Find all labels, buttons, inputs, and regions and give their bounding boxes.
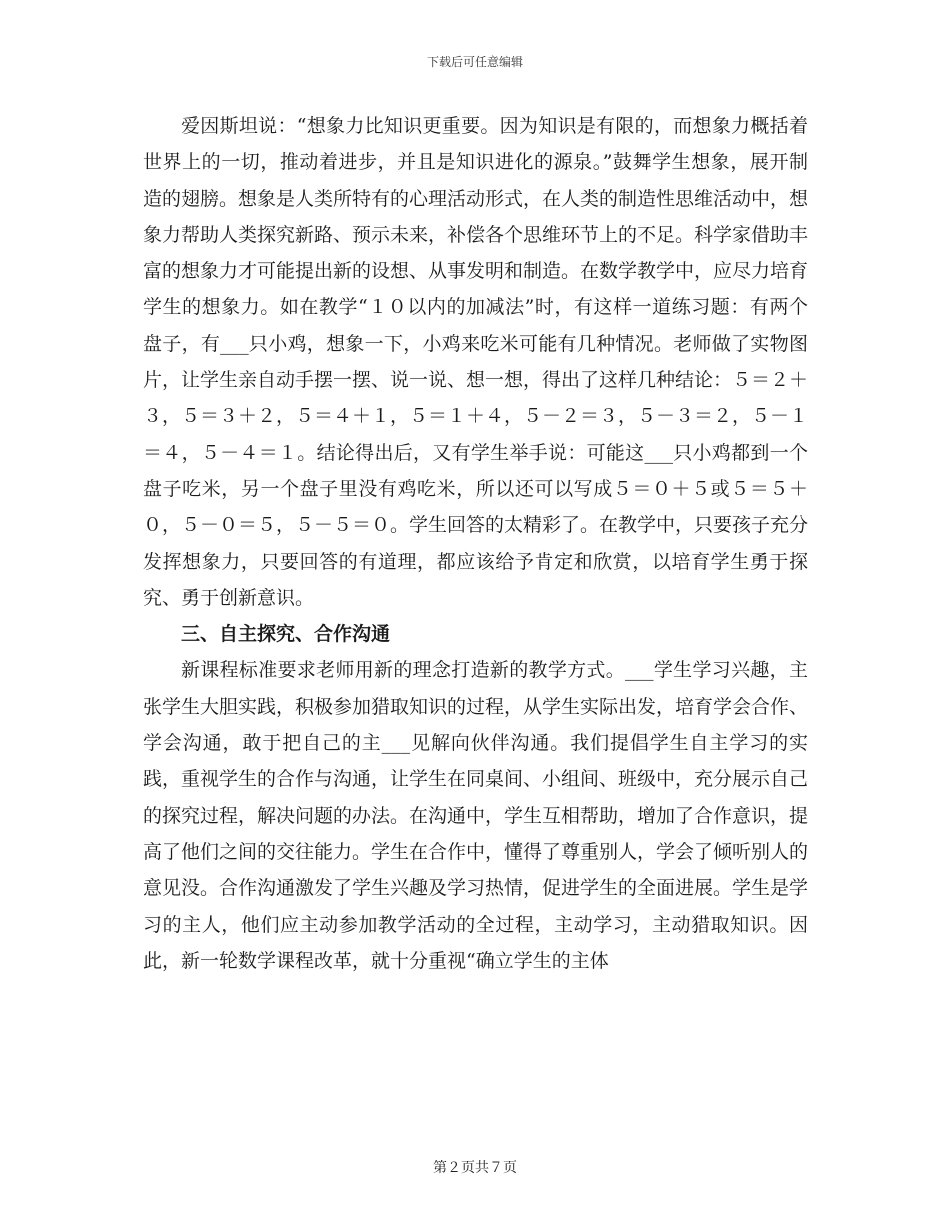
page-header-note: 下载后可任意编辑 <box>426 55 523 69</box>
page-number: 第２页共７页 <box>433 1160 517 1176</box>
document-body <box>143 108 808 979</box>
paragraph-cooperation: 新课程标准要求老师用新的理念打造新的教学方式。___学生学习兴趣，主张学生大胆实践，积极参加猎取知识的过程，从学生实际出发，培育学会合作、学会沟通，敢于把自己的主___见解向伙伴沟通。我们提倡学生自主学习的实践，重视学生的合作与沟通，让学生在同桌间、小组间、班级中，充分展示自己的探究过程，解决问题的办法。在沟通中，学生互相帮助，增加了合作意识，提高了他们之间的交往能力。学生在合作中，懂得了尊重别人，学会了倾听别人的意见没。合作沟通激发了学生兴趣及学习热情，促进学生的全面进展。学生是学习的主人，他们应主动参加教学活动的全过程，主动学习，主动猎取知识。因此，新一轮数学课程改革，就十分重视“确立学生的主体 <box>143 659 809 972</box>
section-heading: 三、自主探究、合作沟通 <box>181 623 391 646</box>
paragraph-imagination: 爱因斯坦说：“想象力比知识更重要。因为知识是有限的，而想象力概括着世界上的一切，推动着进步，并且是知识进化的源泉。”鼓舞学生想象，展开制造的翅膀。想象是人类所特有的心理活动形式，在人类的制造性思维活动中，想象力帮助人类探究新路、预示未来，补偿各个思维环节上的不足。科学家借助丰富的想象力才可能提出新的设想、从事发明和制造。在数学教学中，应尽力培育学生的想象力。如在教学“１０以内的加减法”时，有这样一道练习题：有两个盘子，有___只小鸡，想象一下，小鸡来吃米可能有几种情况。老师做了实物图片，让学生亲自动手摆一摆、说一说、想一想，得出了这样几种结论：５＝２＋３，５＝３＋２，５＝４＋１，５＝１＋４，５－２＝３，５－３＝２，５－１＝４，５－４＝１。结论得出后，又有学生举手说：可能这___只小鸡都到一个盘子吃米，另一个盘子里没有鸡吃米，所以还可以写成５＝０＋５或５＝５＋０，５－０＝５，５－５＝０。学生回答的太精彩了。在教学中，只要孩子充分发挥想象力，只要回答的有道理，都应该给予肯定和欣赏，以培育学生勇于探究、勇于创新意识。 <box>143 115 809 609</box>
